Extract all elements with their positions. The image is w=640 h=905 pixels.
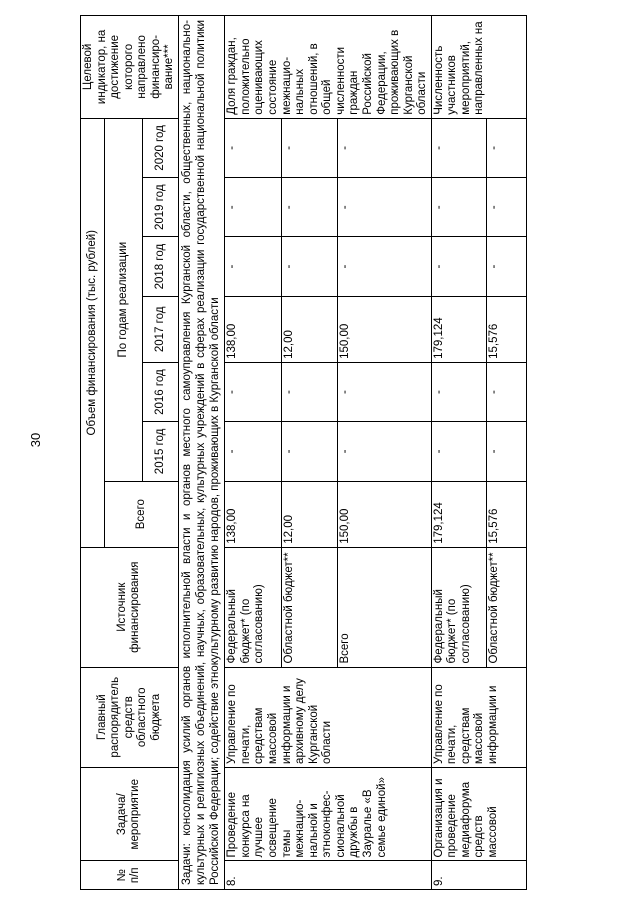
row-9-federal-2020: - (431, 118, 486, 177)
row-8-federal-2020: - (225, 118, 281, 177)
task-text: Задачи: консолидация усилий органов исполнительной власти и органов местного самоуправления Курганской области, общественных, национально-культурных и религиозных объединений, научных, образовательных, культурных учреждений в сферах реализации государственной национальной политики Российской Федерации; содействие этнокультурному развитию народов, проживающих в Курганской области (178, 16, 224, 890)
header-year-2019: 2019 год (142, 178, 178, 237)
header-year-2016: 2016 год (142, 362, 178, 421)
row-8-total-2016: - (337, 362, 431, 421)
row-9-event: Организация и проведение медиафорума средств массовой (431, 767, 526, 861)
header-year-2015: 2015 год (142, 422, 178, 481)
row-9-federal-2016: - (431, 362, 486, 421)
row-8-source-regional: Областной бюджет** (281, 547, 337, 667)
row-8-regional-2016: - (281, 362, 337, 421)
rotated-table-wrapper (80, 15, 640, 890)
row-9-num: 9. (431, 861, 526, 890)
row-8-federal-2017: 138,00 (225, 296, 281, 362)
row-8-regional-2019: - (281, 178, 337, 237)
header-by-years: По годам реализации (105, 118, 143, 481)
row-8-regional-2015: - (281, 422, 337, 481)
row-8-total-total: 150,00 (337, 481, 431, 547)
row-8-regional-2020: - (281, 118, 337, 177)
row-8-target: Доля граждан, положительно оценивающих состояние межнацио-нальных отношений, в общей численности граждан Российской Федерации, проживающих в Курганской области (225, 16, 431, 119)
row-8-event: Проведение конкурса на лучшее освещение темы межнацио-нальной и этноконфес-сиональной дружбы в Зауралье «В семье единой» (225, 767, 431, 861)
row-9-regional-total: 15,576 (486, 481, 526, 547)
row-9-federal-total: 179,124 (431, 481, 486, 547)
row-8-federal-2016: - (225, 362, 281, 421)
header-volume: Объем финансирования (тыс. рублей) (81, 118, 105, 547)
row-9-federal-2017: 179,124 (431, 296, 486, 362)
row-9-source-regional: Областной бюджет** (486, 547, 526, 667)
row-8-federal-2019: - (225, 178, 281, 237)
header-source: Источник финансирования (81, 547, 179, 667)
row-9-regional-2018: - (486, 237, 526, 296)
row-9-regional-2016: - (486, 362, 526, 421)
row-8-federal-2018: - (225, 237, 281, 296)
row-9-source-federal: Федеральный бюджет* (по согласованию) (431, 547, 486, 667)
task-row (178, 16, 224, 890)
financing-table (80, 15, 527, 890)
row-8-source-total: Всего (337, 547, 431, 667)
row-8-num: 8. (225, 861, 431, 890)
row-9-regional-2019: - (486, 178, 526, 237)
header-year-2018: 2018 год (142, 237, 178, 296)
header-year-2017: 2017 год (142, 296, 178, 362)
row-8-source-federal: Федеральный бюджет* (по согласованию) (225, 547, 281, 667)
row-9-regional-2015: - (486, 422, 526, 481)
row-8-regional-2018: - (281, 237, 337, 296)
row-8-federal-total: 138,00 (225, 481, 281, 547)
header-row-1 (81, 16, 105, 890)
row-8-total-2015: - (337, 422, 431, 481)
row-8-manager: Управление по печати, средствам массовой информации и архивному делу Курганской области (225, 667, 431, 767)
table-row (431, 16, 486, 890)
row-8-total-2020: - (337, 118, 431, 177)
row-8-total-2017: 150,00 (337, 296, 431, 362)
row-9-federal-2015: - (431, 422, 486, 481)
row-9-regional-2017: 15,576 (486, 296, 526, 362)
row-8-federal-2015: - (225, 422, 281, 481)
row-8-total-2019: - (337, 178, 431, 237)
header-task: Задача/ мероприятие (81, 767, 179, 861)
header-manager: Главный распорядитель средств областного бюджета (81, 667, 179, 767)
row-9-manager: Управление по печати, средствам массовой информации и (431, 667, 526, 767)
row-8-regional-2017: 12,00 (281, 296, 337, 362)
row-9-target: Численность участников мероприятий, направленных на (431, 16, 526, 119)
rotated-page-area (80, 15, 640, 890)
row-9-federal-2018: - (431, 237, 486, 296)
row-8-total-2018: - (337, 237, 431, 296)
header-target: Целевой индикатор, на достижение которого направлено финансиро-вание*** (81, 16, 179, 119)
header-num: № п/п (81, 861, 179, 890)
header-total: Всего (105, 481, 179, 547)
table-row (225, 16, 281, 890)
header-year-2020: 2020 год (142, 118, 178, 177)
row-8-regional-total: 12,00 (281, 481, 337, 547)
row-9-federal-2019: - (431, 178, 486, 237)
row-9-regional-2020: - (486, 118, 526, 177)
page-number: 30 (28, 432, 43, 448)
